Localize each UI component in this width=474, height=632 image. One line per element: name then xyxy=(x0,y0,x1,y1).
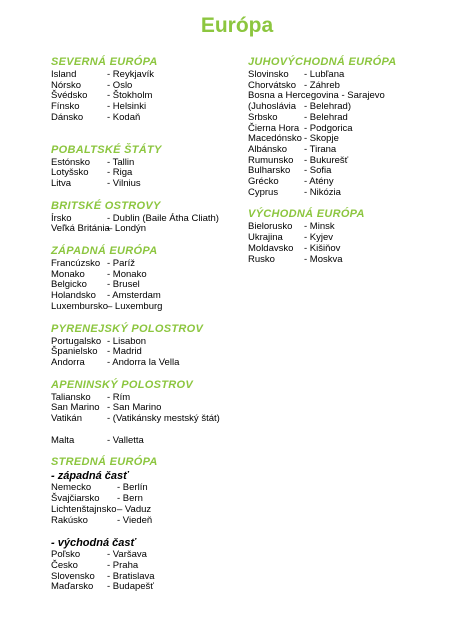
section-apeninsky-polostrov xyxy=(51,379,266,447)
list-item: Srbsko - Belehrad xyxy=(248,111,348,123)
list-item: Bosna a Hercegovina - Sarajevo xyxy=(248,90,385,102)
list-item: Švajčiarsko - Bern xyxy=(51,493,143,505)
list-item: Grécko - Atény xyxy=(248,176,334,188)
list-item: Rumunsko - Bukurešť xyxy=(248,154,349,166)
list-item: Vatikán - (Vatikánsky mestský štát) xyxy=(51,413,220,425)
list-item: Belgicko - Brusel xyxy=(51,279,140,291)
section-juhovychodna-europa xyxy=(248,56,463,198)
list-item: Estónsko - Tallin xyxy=(51,156,135,168)
section-pyrenejsky-polostrov xyxy=(51,323,266,369)
list-item: Albánsko - Tirana xyxy=(248,143,337,155)
list-item: (Juhoslávia - Belehrad) xyxy=(248,101,351,113)
section-heading: POBALTSKÉ ŠTÁTY xyxy=(51,143,162,156)
list-item: Maďarsko - Budapešť xyxy=(51,581,154,593)
right-column xyxy=(248,56,463,275)
section-zapadna-europa xyxy=(51,245,266,313)
section-heading: SEVERNÁ EURÓPA xyxy=(51,56,158,68)
list-item: Poľsko - Varšava xyxy=(51,549,147,561)
list-item: Bielorusko - Minsk xyxy=(248,221,335,233)
section-stredna-europa xyxy=(51,456,266,593)
page-title: Európa xyxy=(200,14,274,37)
list-item: Ukrajina - Kyjev xyxy=(248,232,334,244)
section-heading: STREDNÁ EURÓPA xyxy=(51,456,158,469)
list-item: Litva - Vilnius xyxy=(51,177,141,189)
list-item: Fínsko - Helsinki xyxy=(51,101,147,113)
list-item: Luxembursko– Luxemburg xyxy=(51,300,163,312)
subsection-label: - západná časť xyxy=(51,470,129,483)
section-vychodna-europa xyxy=(248,208,463,265)
section-heading: VÝCHODNÁ EURÓPA xyxy=(248,208,365,221)
list-item: Dánsko - Kodaň xyxy=(51,111,141,123)
list-item: Island - Reykjavík xyxy=(51,69,154,80)
blank-line xyxy=(51,526,266,537)
list-item: Nórsko - Oslo xyxy=(51,79,133,91)
section-severna-europa xyxy=(51,56,266,124)
list-item: Veľká Británia– Londýn xyxy=(51,223,147,235)
list-item: Švédsko - Štokholm xyxy=(51,90,153,102)
list-item: Slovensko - Bratislava xyxy=(51,570,155,582)
list-item: Macedónsko - Skopje xyxy=(248,133,339,145)
list-item: San Marino - San Marino xyxy=(51,402,162,414)
list-item: Česko - Praha xyxy=(51,559,139,571)
list-item: Bulharsko - Sofia xyxy=(248,165,332,177)
list-item: Lotyšsko - Riga xyxy=(51,167,133,179)
section-heading: PYRENEJSKÝ POLOSTROV xyxy=(51,322,204,335)
list-item: Rakúsko - Viedeň xyxy=(51,514,153,526)
list-item: Nemecko - Berlín xyxy=(51,482,148,494)
section-heading: APENINSKÝ POLOSTROV xyxy=(51,378,193,391)
list-item: Rusko - Moskva xyxy=(248,253,343,265)
list-item: Taliansko - Rím xyxy=(51,391,131,403)
left-column xyxy=(51,56,266,603)
list-item: Španielsko - Madrid xyxy=(51,346,142,358)
section-heading: BRITSKÉ OSTROVY xyxy=(51,199,161,212)
list-item: Monako - Monako xyxy=(51,268,147,280)
blank-line xyxy=(51,425,266,436)
section-britske-ostrovy xyxy=(51,200,266,235)
list-item: Lichtenštajnsko– Vaduz xyxy=(51,503,152,515)
list-item: Moldavsko - Kišiňov xyxy=(248,242,341,254)
section-heading: JUHOVÝCHODNÁ EURÓPA xyxy=(248,56,397,68)
subsection-label: - východná časť xyxy=(51,537,136,550)
list-item: Írsko - Dublin (Baile Átha Cliath) xyxy=(51,212,219,224)
section-pobaltske-staty xyxy=(51,144,266,190)
list-item: Francúzsko - Paríž xyxy=(51,258,135,270)
list-item: Chorvátsko - Záhreb xyxy=(248,79,340,91)
list-item: Holandsko - Amsterdam xyxy=(51,290,161,302)
list-item: Cyprus - Nikózia xyxy=(248,186,341,198)
list-item: Portugalsko - Lisabon xyxy=(51,335,147,347)
list-item: Slovinsko - Lubľana xyxy=(248,69,345,80)
list-item: Malta - Valletta xyxy=(51,434,144,446)
list-item: Andorra - Andorra la Vella xyxy=(51,356,180,368)
section-heading: ZÁPADNÁ EURÓPA xyxy=(51,245,158,258)
list-item: Čierna Hora - Podgorica xyxy=(248,122,353,134)
